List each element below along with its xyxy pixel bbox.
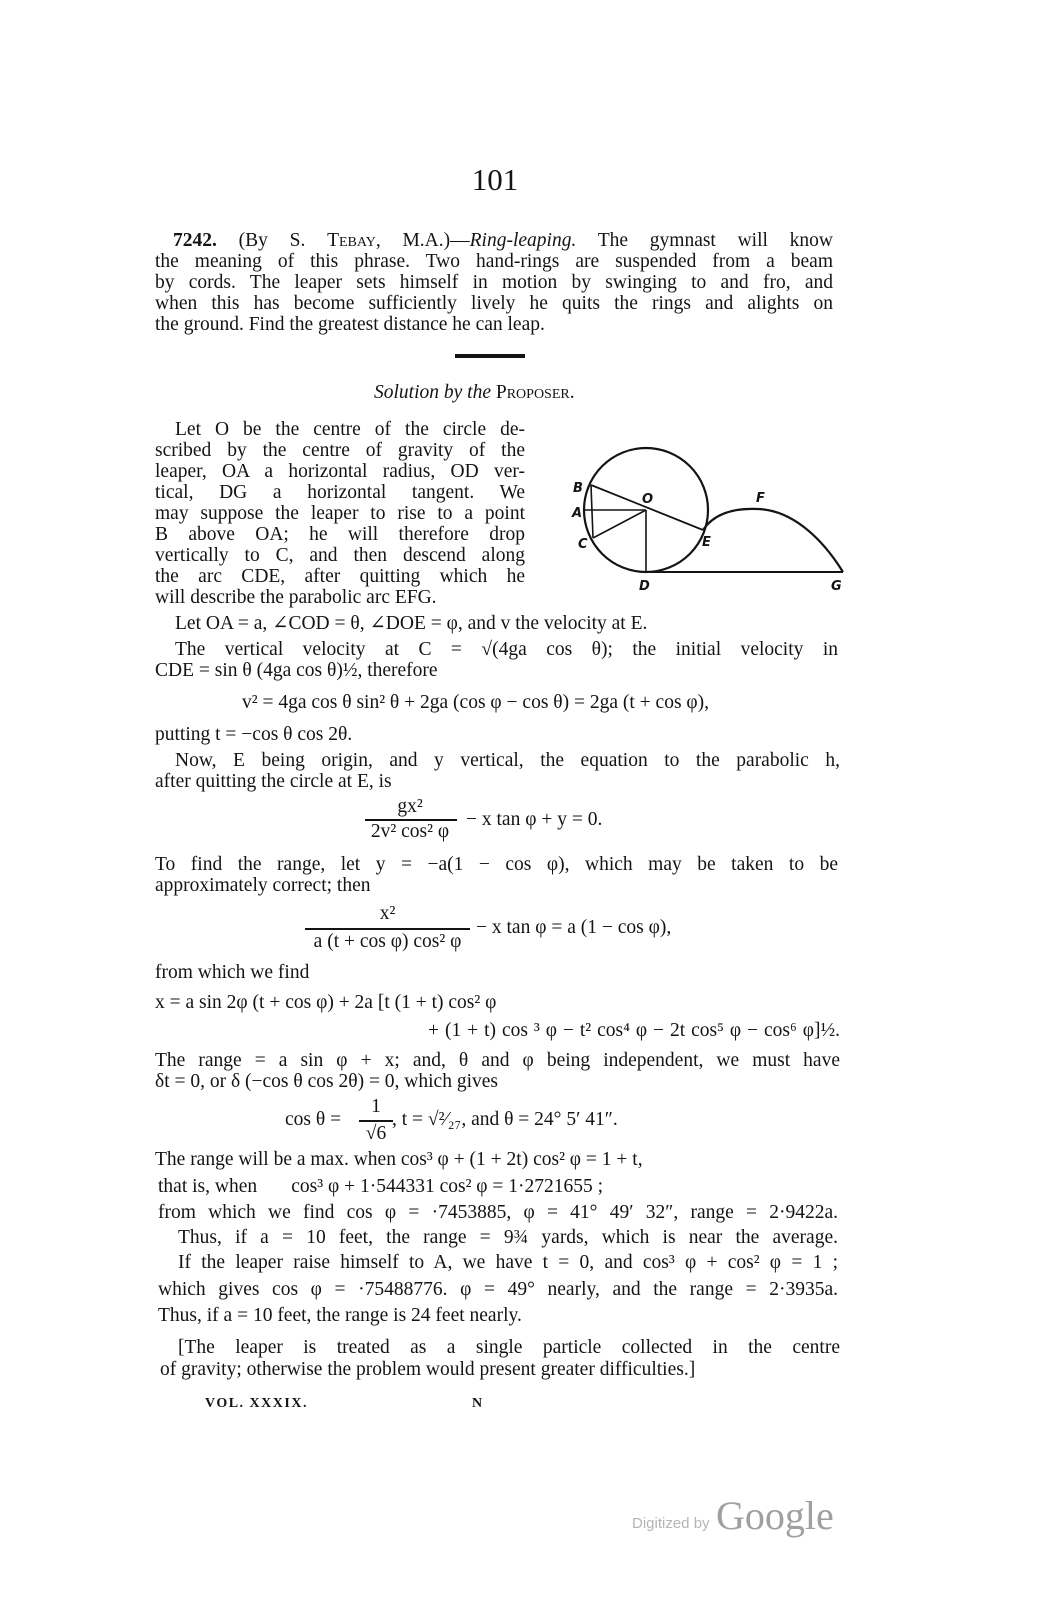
eq3-rest: , t = √²⁄₂₇, and θ = 24° 5′ 41″. <box>392 1109 618 1130</box>
eq3-lhs: cos θ = <box>285 1109 342 1130</box>
ring-leaping-diagram <box>545 420 865 600</box>
body-line: The vertical velocity at C = √(4ga cos θ); the initial velocity in <box>175 639 838 660</box>
body-line: putting t = −cos θ cos 2θ. <box>155 724 353 745</box>
intro-line: vertically to C, and then descend along <box>155 545 525 566</box>
label-c: C <box>578 537 588 552</box>
body-line: Thus, if a = 10 feet, the range = 9¾ yards, which is near the average. <box>178 1227 838 1248</box>
label-a: A <box>572 506 583 521</box>
problem-number: 7242. <box>173 230 217 251</box>
label-g: G <box>831 579 842 594</box>
eq3-numerator: 1 <box>371 1096 381 1117</box>
body-line: If the leaper raise himself to A, we have t = 0, and cos³ φ + cos² φ = 1 ; <box>178 1252 838 1273</box>
intro-line: tical, DG a horizontal tangent. We <box>155 482 525 503</box>
eq2-denominator: a (t + cos φ) cos² φ <box>313 931 462 952</box>
author-prefix: (By S. <box>238 230 306 251</box>
body-line: CDE = sin θ (4ga cos θ)½, therefore <box>155 660 438 681</box>
eq1-denominator: 2v² cos² φ <box>370 821 450 842</box>
radius-oc <box>593 510 646 538</box>
body-line: The range = a sin φ + x; and, θ and φ being independent, we must have <box>155 1050 840 1071</box>
problem-line: by cords. The leaper sets himself in motion by swinging to and fro, and <box>155 272 833 293</box>
intro-line: Let O be the centre of the circle de- <box>175 419 525 440</box>
label-b: B <box>573 481 583 496</box>
problem-line: when this has become sufficiently lively he quits the rings and alights on <box>155 293 833 314</box>
eq1-rest: − x tan φ + y = 0. <box>466 809 603 830</box>
digitized-by-text: Digitized by <box>632 1515 710 1532</box>
page-number: 101 <box>471 162 519 197</box>
intro-line: the arc CDE, after quitting which he <box>155 566 525 587</box>
author-suffix: , M.A.)— <box>375 230 470 251</box>
note-line: [The leaper is treated as a single particle collected in the centre <box>178 1337 840 1358</box>
section-divider <box>455 354 525 358</box>
body-line: that is, when cos³ φ + 1·544331 cos² φ = 1·2721655 ; <box>158 1176 604 1197</box>
eq2-fraction-bar <box>305 928 470 930</box>
intro-line: leaper, OA a horizontal radius, OD ver- <box>155 461 525 482</box>
problem-heading-line <box>173 230 833 252</box>
solution-heading <box>374 382 575 404</box>
eq2-rest: − x tan φ = a (1 − cos φ), <box>476 917 672 938</box>
equation-line: + (1 + t) cos ³ φ − t² cos⁴ φ − 2t cos⁵ φ − cos⁶ φ]½. <box>428 1020 840 1041</box>
intro-line: B above OA; he will therefore drop <box>155 524 525 545</box>
label-e: E <box>702 535 711 550</box>
body-line: Thus, if a = 10 feet, the range is 24 feet nearly. <box>158 1305 522 1326</box>
body-line: from which we find cos φ = ·7453885, φ = 41° 49′ 32″, range = 2·9422a. <box>158 1202 838 1223</box>
body-line: The range will be a max. when cos³ φ + (1 + 2t) cos² φ = 1 + t, <box>155 1149 643 1170</box>
problem-title: Ring-leaping. <box>469 230 577 251</box>
label-d: D <box>639 579 650 594</box>
body-line: To find the range, let y = −a(1 − cos φ), which may be taken to be <box>155 854 838 875</box>
equation-line: x = a sin 2φ (t + cos φ) + 2a [t (1 + t) cos² φ <box>155 992 497 1013</box>
note-line: of gravity; otherwise the problem would present greater difficulties.] <box>160 1359 696 1380</box>
intro-line: scribed by the centre of gravity of the <box>155 440 525 461</box>
solution-heading-name: Proposer. <box>495 382 575 403</box>
solution-heading-prefix: Solution by the <box>374 382 491 403</box>
body-line: approximately correct; then <box>155 875 371 896</box>
problem-line: the meaning of this phrase. Two hand-rings are suspended from a beam <box>155 251 833 272</box>
label-o: O <box>642 492 654 507</box>
gathering-signature: N <box>472 1396 484 1411</box>
eq1-numerator: gx² <box>397 796 423 817</box>
problem-line: the ground. Find the greatest distance he can leap. <box>155 314 545 335</box>
intro-line: may suppose the leaper to rise to a point <box>155 503 525 524</box>
author-name: Tebay <box>327 230 376 251</box>
eq3-fraction-bar <box>359 1120 393 1122</box>
body-line: Let OA = a, ∠COD = θ, ∠DOE = φ, and v the velocity at E. <box>175 613 648 634</box>
chord-bc <box>591 485 593 538</box>
body-line: Now, E being origin, and y vertical, the equation to the parabolic h, <box>175 750 840 771</box>
body-line: which gives cos φ = ·75488776. φ = 49° nearly, and the range = 2·3935a. <box>158 1279 838 1300</box>
body-line: δt = 0, or δ (−cos θ cos 2θ) = 0, which gives <box>155 1071 499 1092</box>
body-line: after quitting the circle at E, is <box>155 771 392 792</box>
parabolic-arc-efg <box>703 509 843 572</box>
volume-signature: VOL. XXXIX. <box>205 1396 308 1411</box>
google-logo: Google <box>716 1493 834 1538</box>
equation-line: v² = 4ga cos θ sin² θ + 2ga (cos φ − cos θ) = 2ga (t + cos φ), <box>242 692 710 713</box>
problem-text: The gymnast will know <box>597 230 833 251</box>
intro-line: will describe the parabolic arc EFG. <box>155 587 437 608</box>
body-line: from which we find <box>155 962 310 983</box>
eq3-denominator: √6 <box>365 1123 387 1144</box>
label-f: F <box>756 491 765 506</box>
eq2-numerator: x² <box>379 903 396 924</box>
